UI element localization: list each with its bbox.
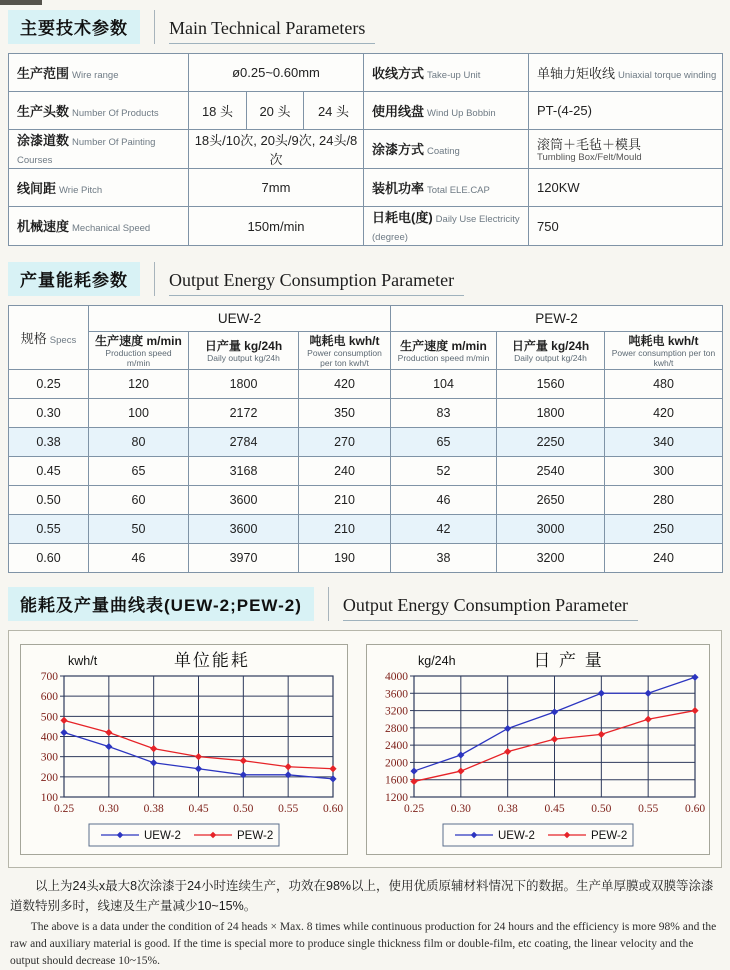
- y-tick-label: 3200: [385, 705, 408, 718]
- data-point-uew-2: [285, 771, 292, 778]
- chart-daily-output-svg: [368, 646, 708, 853]
- param-label-en: Take-up Unit: [427, 69, 481, 81]
- param-label-cell: [9, 92, 189, 130]
- data-point-uew-2: [598, 689, 605, 696]
- group-header-pew2: PEW-2: [391, 306, 723, 332]
- subheader-en: Daily output kg/24h: [207, 352, 280, 363]
- param-value-cell: [529, 92, 723, 130]
- pew-value-cell: 420: [605, 398, 723, 427]
- data-point-uew-2: [410, 767, 417, 774]
- data-point-pew-2: [551, 735, 558, 742]
- param-label-cell: [9, 169, 189, 207]
- param-label-zh: 生产范围: [17, 65, 70, 81]
- param-label-zh: 收线方式: [372, 65, 425, 81]
- uew-value-cell: 350: [299, 398, 391, 427]
- param-label-zh: 使用线盘: [372, 103, 425, 119]
- pew-value-cell: 2250: [497, 427, 605, 456]
- param-value-cell: 18头/10次, 20头/9次, 24头/8次: [189, 130, 364, 169]
- pew-value-cell: 280: [605, 485, 723, 514]
- subheader-en: Production speed m/min: [105, 348, 172, 368]
- table-row: [9, 456, 723, 485]
- chart-unit-label: kwh/t: [68, 653, 98, 668]
- pew-value-cell: 104: [391, 369, 497, 398]
- output-energy-consumption-table: [8, 305, 723, 573]
- spec-cell: 0.55: [9, 514, 89, 543]
- param-value-sub: Tumbling Box/Felt/Mould: [537, 152, 642, 164]
- param-label-en: Total ELE.CAP: [427, 184, 490, 196]
- section-title-zh: 主要技术参数: [8, 10, 140, 44]
- section-title-en: Main Technical Parameters: [169, 16, 375, 44]
- param-label-en: Mechanical Speed: [72, 223, 151, 234]
- legend-label-pew-2: PEW-2: [237, 829, 274, 842]
- x-tick-label: 0.60: [684, 802, 706, 815]
- section-title-en: Output Energy Consumption Parameter: [169, 268, 464, 296]
- param-value-main: 滚筒＋毛毡＋模具: [537, 137, 642, 153]
- table-row: [9, 398, 723, 427]
- param-label-cell: [364, 54, 529, 92]
- legend-label-pew-2: PEW-2: [591, 829, 628, 842]
- param-label-cell: [9, 207, 189, 246]
- y-tick-label: 500: [40, 710, 58, 723]
- x-tick-label: 0.55: [278, 802, 299, 815]
- legend-label-uew-2: UEW-2: [498, 829, 535, 842]
- uew-value-cell: 420: [299, 369, 391, 398]
- table-row: [9, 514, 723, 543]
- charts-container: [8, 630, 722, 868]
- uew-value-cell: 3600: [189, 485, 299, 514]
- section-header-main-technical: [8, 10, 722, 44]
- uew-value-cell: 210: [299, 485, 391, 514]
- chart-unit-energy-svg: [22, 646, 346, 853]
- x-tick-label: 0.30: [450, 802, 471, 815]
- param-label-zh: 涂漆方式: [372, 142, 425, 157]
- param-value-cell: 150m/min: [189, 207, 364, 246]
- column-subheader: [497, 332, 605, 370]
- data-point-pew-2: [105, 728, 112, 735]
- data-point-uew-2: [195, 765, 202, 772]
- y-tick-label: 200: [40, 771, 58, 784]
- table-row: [9, 485, 723, 514]
- param-value-cell: 7mm: [189, 169, 364, 207]
- param-value-en-inline: Uniaxial torque winding: [618, 70, 717, 81]
- param-label-en: Wire range: [72, 69, 119, 81]
- pew-value-cell: 3000: [497, 514, 605, 543]
- uew-value-cell: 60: [89, 485, 189, 514]
- y-tick-label: 400: [40, 731, 58, 744]
- y-tick-label: 1600: [385, 774, 408, 787]
- uew-value-cell: 240: [299, 456, 391, 485]
- table-row: [9, 130, 723, 169]
- data-point-uew-2: [150, 759, 157, 766]
- data-point-pew-2: [504, 748, 511, 755]
- pew-value-cell: 65: [391, 427, 497, 456]
- y-tick-label: 2000: [385, 756, 408, 769]
- data-point-pew-2: [598, 730, 605, 737]
- x-tick-label: 0.38: [497, 802, 518, 815]
- column-subheader: [605, 332, 723, 370]
- x-tick-label: 0.30: [98, 802, 119, 815]
- x-tick-label: 0.45: [188, 802, 209, 815]
- pew-value-cell: 240: [605, 543, 723, 572]
- data-point-pew-2: [150, 745, 157, 752]
- param-value-cell: [529, 207, 723, 246]
- param-value-cell: [529, 54, 723, 92]
- column-subheader: [299, 332, 391, 370]
- pew-value-cell: 250: [605, 514, 723, 543]
- y-tick-label: 700: [40, 670, 58, 683]
- group-header-uew2: UEW-2: [89, 306, 391, 332]
- data-point-uew-2: [105, 743, 112, 750]
- uew-value-cell: 190: [299, 543, 391, 572]
- spec-cell: 0.60: [9, 543, 89, 572]
- param-value-cell: ø0.25~0.60mm: [189, 54, 364, 92]
- y-tick-label: 2400: [385, 739, 408, 752]
- param-label-en: Number Of Products: [72, 107, 159, 119]
- param-label-cell: [364, 130, 529, 169]
- uew-value-cell: 210: [299, 514, 391, 543]
- param-label-zh: 日耗电(度): [372, 210, 433, 225]
- table-row: [9, 543, 723, 572]
- uew-value-cell: 80: [89, 427, 189, 456]
- x-tick-label: 0.45: [544, 802, 565, 815]
- table-row: [9, 369, 723, 398]
- param-label-en: Daily Use Electricity (degree): [372, 214, 520, 243]
- section-header-curves: [8, 587, 722, 621]
- pew-value-cell: 1560: [497, 369, 605, 398]
- pew-value-cell: 83: [391, 398, 497, 427]
- data-point-uew-2: [329, 775, 336, 782]
- spec-cell: 0.45: [9, 456, 89, 485]
- param-value-cell: [529, 169, 723, 207]
- section-title-zh: 产量能耗参数: [8, 262, 140, 296]
- uew-value-cell: 1800: [189, 369, 299, 398]
- x-tick-label: 0.60: [322, 802, 344, 815]
- section-title-en: Output Energy Consumption Parameter: [343, 593, 638, 621]
- uew-value-cell: 50: [89, 514, 189, 543]
- data-point-pew-2: [60, 716, 67, 723]
- uew-value-cell: 120: [89, 369, 189, 398]
- param-label-en: Wind Up Bobbin: [427, 107, 496, 119]
- param-label-zh: 机械速度: [17, 219, 70, 234]
- chart-unit-label: kg/24h: [418, 653, 456, 668]
- pew-value-cell: 46: [391, 485, 497, 514]
- param-label-en: Number Of Painting Courses: [17, 137, 156, 166]
- param-label-cell: [364, 92, 529, 130]
- param-value-main: 单轴力矩收线: [537, 66, 616, 81]
- footnote-english: The above is a data under the condition of 24 heads × Max. 8 times while continuous production for 24 hours and the efficiency is more 98% and the raw and auxiliary material is good. If the time is special more to produce single thickness film or double-film, etc coating, the linear velocity and the output should decrease 10~15%.: [10, 920, 717, 968]
- data-point-pew-2: [195, 753, 202, 760]
- pew-value-cell: 52: [391, 456, 497, 485]
- y-tick-label: 600: [40, 690, 58, 703]
- param-value-main: 120KW: [537, 180, 580, 195]
- subheader-en: Power consumption per ton kwh/t: [611, 348, 716, 368]
- column-subheader: [189, 332, 299, 370]
- y-tick-label: 100: [40, 791, 58, 804]
- x-tick-label: 0.38: [143, 802, 164, 815]
- param-label-zh: 线间距: [17, 180, 57, 196]
- uew-value-cell: 3600: [189, 514, 299, 543]
- table-row: [9, 207, 723, 246]
- spec-cell: 0.50: [9, 485, 89, 514]
- subheader-zh: 吨耗电 kwh/t: [309, 334, 380, 348]
- subheader-zh: 日产量 kg/24h: [511, 338, 590, 353]
- section-header-output-energy: [8, 262, 722, 296]
- uew-value-cell: 2172: [189, 398, 299, 427]
- table-row: [9, 169, 723, 207]
- uew-value-cell: 270: [299, 427, 391, 456]
- uew-value-cell: 65: [89, 456, 189, 485]
- table-row: [9, 427, 723, 456]
- subheader-en: Power consumption per ton kwh/t: [307, 348, 382, 368]
- x-tick-label: 0.25: [53, 802, 75, 815]
- spec-header-en: Specs: [49, 334, 77, 346]
- data-point-uew-2: [551, 708, 558, 715]
- y-tick-label: 1200: [385, 791, 408, 804]
- param-value-cell: 24 头: [304, 92, 364, 130]
- pew-value-cell: 38: [391, 543, 497, 572]
- pew-value-cell: 42: [391, 514, 497, 543]
- data-point-uew-2: [240, 771, 247, 778]
- data-point-uew-2: [457, 751, 464, 758]
- column-subheader: [89, 332, 189, 370]
- param-value-main: 750: [537, 218, 559, 234]
- data-point-pew-2: [240, 757, 247, 764]
- data-point-pew-2: [457, 767, 464, 774]
- section-divider: [328, 587, 329, 621]
- param-label-cell: [364, 207, 529, 246]
- data-point-pew-2: [645, 715, 652, 722]
- pew-value-cell: 2540: [497, 456, 605, 485]
- pew-value-cell: 300: [605, 456, 723, 485]
- section-title-zh: 能耗及产量曲线表(UEW-2;PEW-2): [8, 587, 314, 621]
- table-row: [9, 54, 723, 92]
- subheader-en: Production speed m/min: [397, 352, 490, 363]
- data-point-uew-2: [691, 673, 698, 680]
- param-value-cell: 18 头: [189, 92, 247, 130]
- legend-label-uew-2: UEW-2: [144, 829, 181, 842]
- param-value-main: PT-(4-25): [537, 103, 592, 118]
- subheader-zh: 生产速度 m/min: [400, 338, 487, 353]
- pew-value-cell: 480: [605, 369, 723, 398]
- data-point-uew-2: [504, 724, 511, 731]
- subheader-zh: 吨耗电 kwh/t: [628, 334, 699, 348]
- footnote-chinese: 以上为24头x最大8次涂漆于24小时连续生产，功效在98%以上，使用优质原辅材料情况下的数据。生产单厚膜或双膜等涂漆道数特别多时，线速及生产量减少10~15%。: [10, 878, 714, 913]
- section-divider: [154, 262, 155, 296]
- chart-title: 单位能耗: [173, 650, 250, 670]
- uew-value-cell: 3168: [189, 456, 299, 485]
- uew-value-cell: 2784: [189, 427, 299, 456]
- y-tick-label: 4000: [385, 670, 408, 683]
- spec-cell: 0.25: [9, 369, 89, 398]
- param-label-zh: 涂漆道数: [17, 133, 70, 148]
- x-tick-label: 0.50: [591, 802, 612, 815]
- column-subheader: [391, 332, 497, 370]
- table-row: [9, 92, 723, 130]
- pew-value-cell: 2650: [497, 485, 605, 514]
- main-technical-parameters-table: [8, 53, 723, 246]
- x-tick-label: 0.25: [403, 802, 425, 815]
- param-label-en: Wrie Pitch: [59, 184, 103, 196]
- pew-value-cell: 3200: [497, 543, 605, 572]
- param-value-cell: [529, 130, 723, 169]
- spec-cell: 0.30: [9, 398, 89, 427]
- uew-value-cell: 100: [89, 398, 189, 427]
- param-value-cell: 20 头: [247, 92, 304, 130]
- param-label-cell: [9, 54, 189, 92]
- y-tick-label: 3600: [385, 687, 408, 700]
- x-tick-label: 0.50: [233, 802, 254, 815]
- scan-artifact: [0, 0, 42, 5]
- data-point-pew-2: [329, 765, 336, 772]
- chart-unit-energy-panel: [20, 644, 348, 855]
- data-point-uew-2: [645, 689, 652, 696]
- subheader-en: Daily output kg/24h: [514, 352, 587, 363]
- chart-daily-output-panel: [366, 644, 710, 855]
- chart-title: 日 产 量: [533, 650, 604, 670]
- y-tick-label: 300: [40, 751, 58, 764]
- uew-value-cell: 3970: [189, 543, 299, 572]
- x-tick-label: 0.55: [638, 802, 659, 815]
- param-label-en: Coating: [427, 146, 460, 157]
- param-label-cell: [9, 130, 189, 169]
- spec-column-header: [9, 306, 89, 370]
- y-tick-label: 2800: [385, 722, 408, 735]
- spec-header-zh: 规格: [20, 330, 47, 346]
- param-label-cell: [364, 169, 529, 207]
- uew-value-cell: 46: [89, 543, 189, 572]
- data-point-pew-2: [410, 777, 417, 784]
- spec-cell: 0.38: [9, 427, 89, 456]
- param-label-zh: 生产头数: [17, 103, 70, 119]
- subheader-zh: 日产量 kg/24h: [204, 338, 283, 353]
- pew-value-cell: 1800: [497, 398, 605, 427]
- param-label-zh: 装机功率: [372, 180, 425, 196]
- pew-value-cell: 340: [605, 427, 723, 456]
- subheader-zh: 生产速度 m/min: [95, 334, 182, 348]
- data-point-pew-2: [691, 707, 698, 714]
- data-point-pew-2: [285, 763, 292, 770]
- section-divider: [154, 10, 155, 44]
- data-point-uew-2: [60, 728, 67, 735]
